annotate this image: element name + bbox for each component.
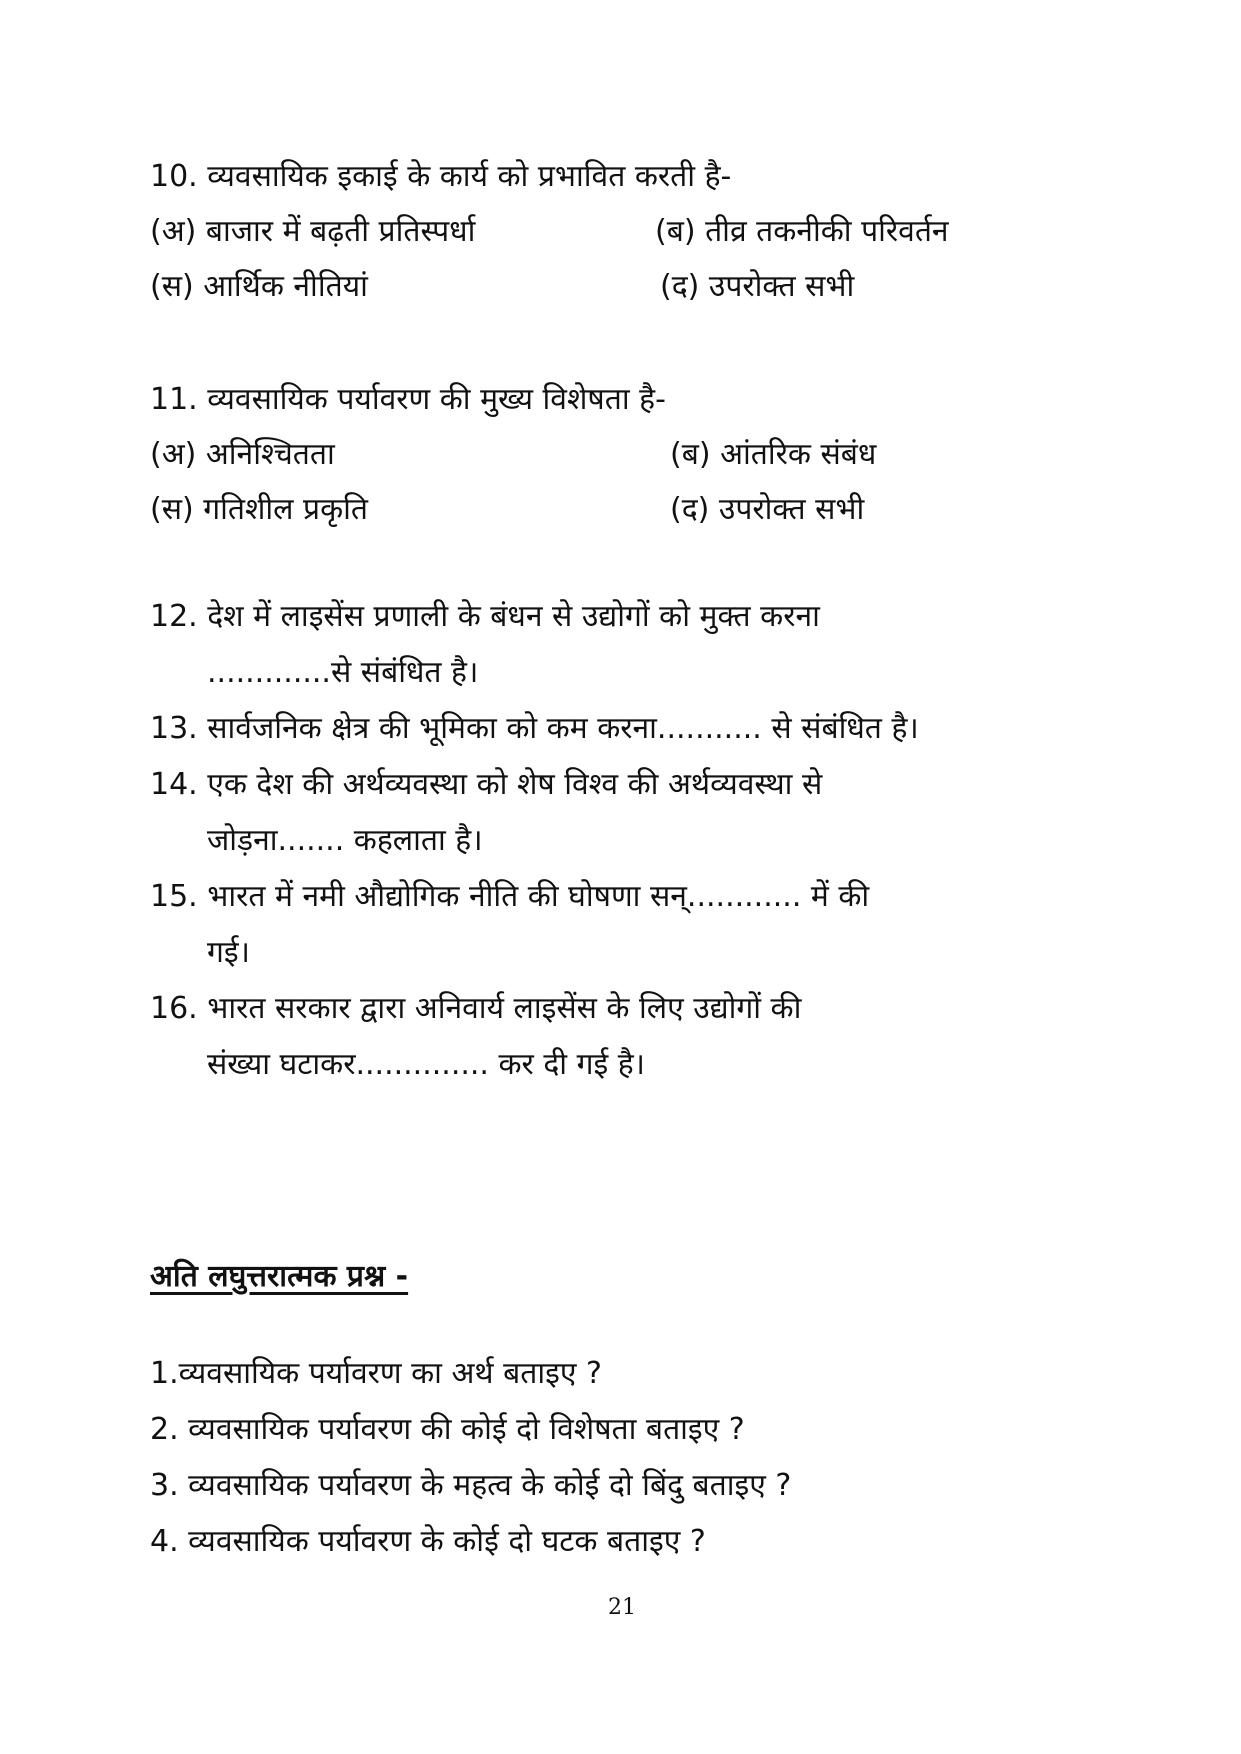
question-13-line1: 13. सार्वजनिक क्षेत्र की भूमिका को कम करना........... से संबंधित है।	[150, 711, 919, 746]
question-10: 10. व्यवसायिक इकाई के कार्य को प्रभावित करती है-	[150, 159, 732, 194]
q10-option-d: (द) उपरोक्त सभी	[660, 269, 855, 304]
q11-option-d: (द) उपरोक्त सभी	[670, 492, 865, 527]
question-14-line1: 14. एक देश की अर्थव्यवस्था को शेष विश्व की अर्थव्यवस्था से	[150, 767, 823, 802]
q10-option-a: (अ) बाजार में बढ़ती प्रतिस्पर्धा	[150, 214, 476, 249]
page-number: 21	[608, 1595, 636, 1620]
question-16-line1: 16. भारत सरकार द्वारा अनिवार्य लाइसेंस के लिए उद्योगों की	[150, 991, 802, 1026]
short-question-2: 2. व्यवसायिक पर्यावरण की कोई दो विशेषता बताइए ?	[150, 1412, 745, 1447]
q11-option-c: (स) गतिशील प्रकृति	[150, 492, 369, 527]
question-12-line2: .............से संबंधित है।	[207, 655, 479, 690]
q11-option-a: (अ) अनिश्चितता	[150, 437, 335, 472]
section-heading: अति लघुत्तरात्मक प्रश्न -	[150, 1259, 409, 1294]
question-15-line1: 15. भारत में नमी औद्योगिक नीति की घोषणा सन्............ में की	[150, 879, 870, 914]
short-question-3: 3. व्यवसायिक पर्यावरण के महत्व के कोई दो बिंदु बताइए ?	[150, 1468, 792, 1503]
question-11: 11. व्यवसायिक पर्यावरण की मुख्य विशेषता है-	[150, 382, 666, 417]
short-question-4: 4. व्यवसायिक पर्यावरण के कोई दो घटक बताइए ?	[150, 1524, 706, 1559]
question-16-line2: संख्या घटाकर.............. कर दी गई है।	[207, 1047, 646, 1082]
q11-option-b: (ब) आंतरिक संबंध	[670, 437, 877, 472]
short-question-1: 1.व्यवसायिक पर्यावरण का अर्थ बताइए ?	[150, 1356, 602, 1391]
question-15-line2: गई।	[207, 935, 250, 970]
q10-option-b: (ब) तीव्र तकनीकी परिवर्तन	[655, 214, 949, 249]
q10-option-c: (स) आर्थिक नीतियां	[150, 269, 368, 304]
question-12-line1: 12. देश में लाइसेंस प्रणाली के बंधन से उद्योगों को मुक्त करना	[150, 599, 820, 634]
question-14-line2: जोड़ना....... कहलाता है।	[207, 823, 483, 858]
